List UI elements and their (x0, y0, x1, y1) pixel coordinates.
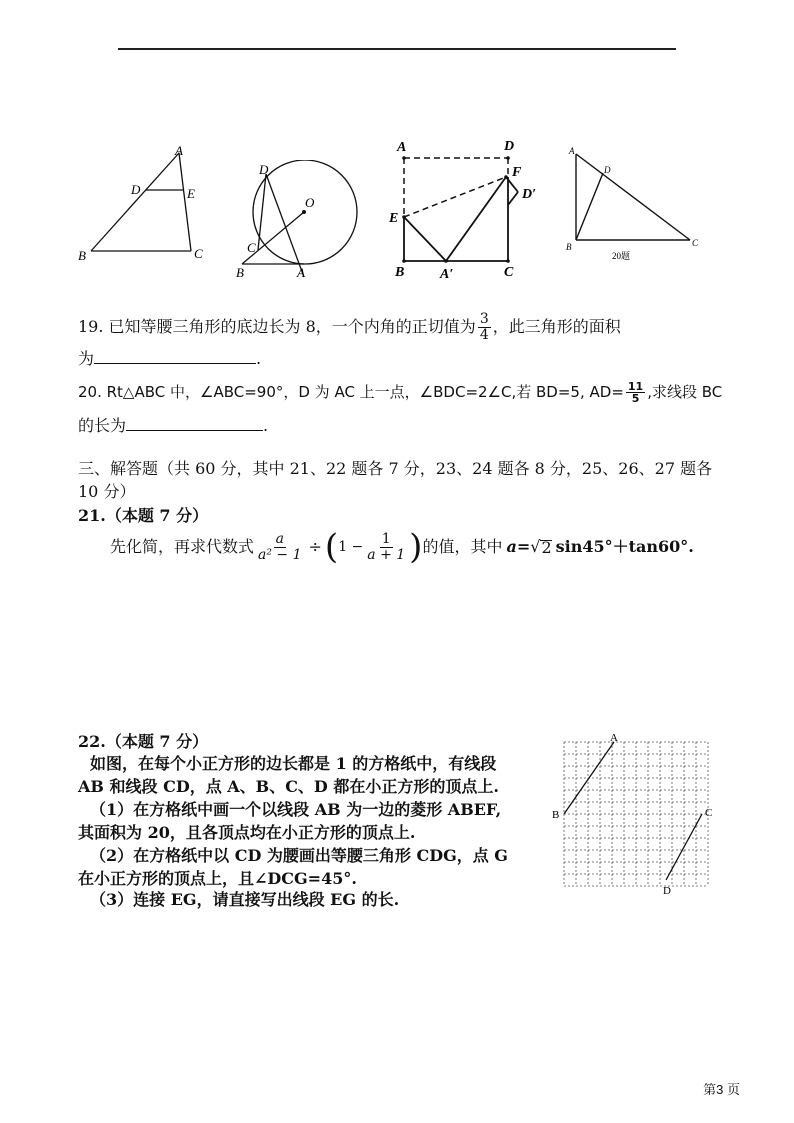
label-e: E (187, 186, 195, 201)
label-d: D (604, 165, 611, 175)
fraction-1-over-a-plus-1: $\frac{1}{a + 1}$ (367, 530, 406, 563)
label-a: A (297, 265, 305, 280)
label-a-prime: A′ (440, 267, 454, 280)
answer-blank-19[interactable] (94, 349, 256, 364)
question-19-line1 (78, 312, 621, 343)
question-22-part1: （1）在方格纸中画一个以线段 AB 为一边的菱形 ABEF, (90, 800, 502, 819)
label-a: A (175, 143, 183, 158)
grid-figure (548, 730, 718, 900)
question-20-line1: 20. Rt△ABC 中，∠ABC=90°，D 为 AC 上一点，∠BDC=2∠C,若 BD=5, AD= $\frac{11}{5}$ ,求线段 BC (78, 380, 723, 405)
label-c: C (194, 246, 203, 261)
section-3-heading-cont: 10 分） (78, 482, 136, 501)
question-22-part2: （2）在方格纸中以 CD 为腰画出等腰三角形 CDG，点 G (90, 846, 508, 865)
figure-folded-rectangle (388, 135, 548, 280)
section-3-heading: 三、解答题（共 60 分，其中 21、22 题各 7 分，23、24 题各 8 分，25、26、27 题各 (78, 459, 713, 478)
label-d: D (259, 162, 269, 177)
label-o: O (305, 195, 315, 210)
label-c: C (504, 265, 514, 280)
question-20-text: 20. Rt△ABC 中，∠ABC=90°，D 为 AC 上一点，∠BDC=2∠C,若 BD=5, AD= (78, 383, 624, 401)
fraction-11-5: $\frac{11}{5}$ (627, 380, 644, 405)
question-19-text-end: ，此三角形的面积 (492, 317, 621, 336)
question-22-part1-cont: 其面积为 20，且各顶点均在小正方形的顶点上. (78, 823, 416, 842)
figure-caption: 20题 (612, 251, 631, 261)
label-a: A (569, 146, 575, 156)
question-22-part2-cont: 在小正方形的顶点上，且∠DCG=45°. (78, 869, 357, 888)
question-22-part3: （3）连接 EG，请直接写出线段 EG 的长. (90, 890, 400, 909)
question-19-line2: 为 . (78, 349, 262, 368)
label-f: F (512, 165, 522, 180)
sqrt-symbol: √ (530, 537, 541, 556)
grid-label-d: D (663, 885, 671, 897)
fraction-a-over-a2-1: $\frac{a}{\text{a² − 1}}$ (258, 530, 302, 563)
label-a: A (397, 140, 407, 155)
label-e: E (389, 211, 399, 226)
grid-label-c: C (705, 807, 713, 819)
label-d: D (131, 182, 141, 197)
label-d-prime: D′ (522, 187, 537, 202)
question-22-para1: 如图，在每个小正方形的边长都是 1 的方格纸中，有线段 (90, 754, 497, 773)
question-21-title: 21.（本题 7 分） (78, 506, 209, 525)
label-b: B (78, 248, 86, 263)
question-21-body: 先化简，再求代数式 $\frac{a}{\text{a² − 1}}$ ÷ ( 1 − $\frac{1}{a + 1}$ ) 的值，其中 a= √ 2 sin45°＋tan60°. (110, 527, 694, 567)
question-20-line2: 的长为 . (78, 416, 269, 435)
grid-label-a: A (610, 732, 618, 744)
question-22-title: 22.（本题 7 分） (78, 732, 209, 751)
page-number: 第3 页 (703, 1082, 740, 1097)
answer-blank-20[interactable] (126, 416, 263, 431)
label-b: B (566, 242, 572, 252)
figure-triangle-de (74, 140, 214, 265)
question-22-para2: AB 和线段 CD，点 A、B、C、D 都在小正方形的顶点上. (78, 777, 499, 796)
figure-circle (232, 160, 367, 280)
label-b: B (395, 265, 405, 280)
question-19-text: 19. 已知等腰三角形的底边长为 8，一个内角的正切值为 (78, 317, 476, 336)
label-d: D (504, 139, 515, 154)
grid-label-b: B (552, 809, 560, 821)
header-rule (118, 48, 676, 50)
figure-20 (562, 140, 707, 265)
label-c: C (247, 240, 256, 255)
fraction-3-4: $\frac{3}{4}$ (479, 311, 489, 343)
label-b: B (236, 265, 244, 280)
label-c: C (692, 238, 699, 248)
